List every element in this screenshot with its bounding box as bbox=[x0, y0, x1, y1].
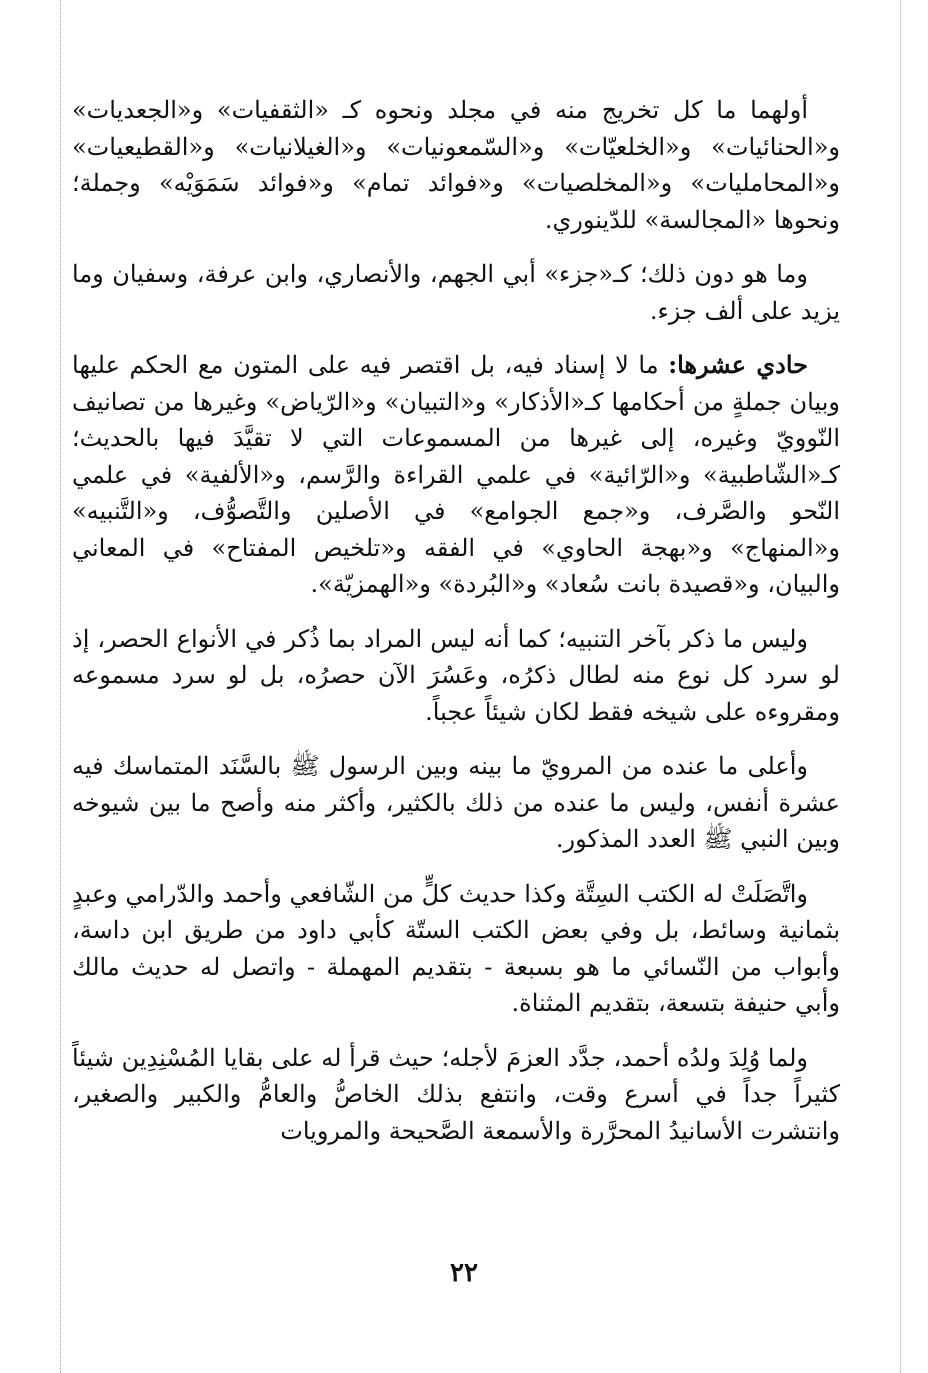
paragraph-3-text: ما لا إسناد فيه، بل اقتصر فيه على المتون مع الحكم عليها وبيان جملةٍ من أحكامها كـ«الأذكار» و«التبيان» و«الرّياض» وغيرها من تصانيف النّوويّ وغيره، إلى غيرها من المسموعات التي لا تقيَّدَ فيها بالحديث؛ كـ«الشّاطبية» و«الرّائية» في علمي القراءة والرَّسم، و«الألفية» في علمي النّحو والصَّرف، و«جمع الجوامع» في الأصلين والتَّصوُّف، و«التَّنبيه» و«المنهاج» و«بهجة الحاوي» في الفقه و«تلخيص المفتاح» في المعاني والبيان، و«قصيدة بانت سُعاد» و«البُردة» و«الهمزيّة». bbox=[72, 351, 840, 598]
paragraph-1-text: أولهما ما كل تخريج منه في مجلد ونحوه كـ «الثقفيات» و«الجعديات» و«الحنائيات» و«الخلعيّات» و«السّمعونيات» و«الغيلانيات» و«القطيعيات» و«المحامليات» و«المخلصيات» و«فوائد تمام» و«فوائد سَمَوَيْه» وجملة؛ ونحوها «المجالسة» للدّينوري. bbox=[72, 96, 840, 234]
paragraph-2 bbox=[72, 256, 840, 329]
paragraph-5-text: وأعلى ما عنده من المرويّ ما بينه وبين الرسول ﷺ بالسَّنَد المتماسك فيه عشرة أنفس، وليس ما عنده من ذلك بالكثير، وأكثر منه وأصح ما بين شيوخه وبين النبي ﷺ العدد المذكور. bbox=[72, 752, 840, 853]
body-text bbox=[72, 92, 840, 1167]
paragraph-2-text: وما هو دون ذلك؛ كـ«جزء» أبي الجهم، والأنصاري، وابن عرفة، وسفيان وما يزيد على ألف جزء. bbox=[72, 260, 840, 325]
page-number: ٢٢ bbox=[450, 1258, 478, 1288]
scan-dotted-edge-right bbox=[900, 0, 901, 1373]
paragraph-5 bbox=[72, 748, 840, 858]
paragraph-1 bbox=[72, 92, 840, 238]
paragraph-3 bbox=[72, 347, 840, 603]
paragraph-4-text: وليس ما ذكر بآخر التنبيه؛ كما أنه ليس المراد بما ذُكر في الأنواع الحصر، إذ لو سرد كل نوع منه لطال ذكرُه، وعَسُرَ الآن حصرُه، بل لو سرد مسموعه ومقروءه على شيخه فقط لكان شيئاً عجباً. bbox=[72, 624, 840, 726]
paragraph-6-text: واتَّصَلَتْ له الكتب السِتَّة وكذا حديث كلٍّ من الشّافعي وأحمد والدّرامي وعبدٍ بثمانية وسائط، بل وفي بعض الكتب الستّة كأبي داود من طريق ابن داسة، وأبواب من النّسائي ما هو بسبعة - بتقديم المهملة - واتصل له حديث مالك وأبي حنيفة بتسعة، بتقديم المثناة. bbox=[72, 879, 840, 1017]
paragraph-3-heading: حادي عشرها: bbox=[668, 350, 808, 379]
scan-dotted-edge-left bbox=[60, 0, 61, 1373]
paragraph-7 bbox=[72, 1040, 840, 1150]
paragraph-4 bbox=[72, 621, 840, 731]
paragraph-7-text: ولما وُلِدَ ولدُه أحمد، جدَّد العزمَ لأجله؛ حيث قرأ له على بقايا المُسْنِدِين شيئاً كثيراً جداً في أسرع وقت، وانتفع بذلك الخاصُّ والعامُّ والكبير والصغير، وانتشرت الأسانيدُ المحرَّرة والأسمعة الصَّحيحة والمرويات bbox=[72, 1043, 840, 1145]
paragraph-6 bbox=[72, 876, 840, 1022]
